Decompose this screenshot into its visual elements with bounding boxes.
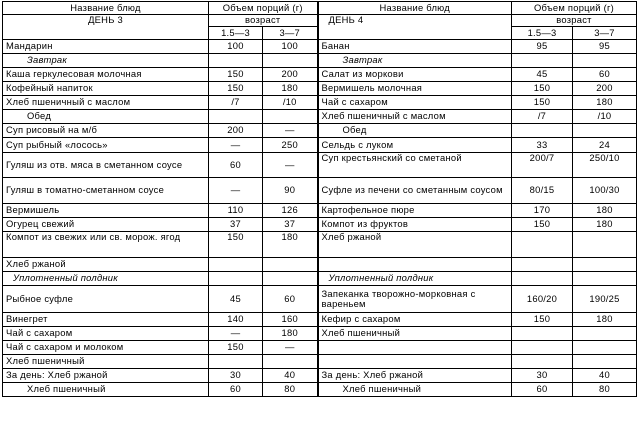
day-3-portion-age-1: 60 — [209, 383, 263, 397]
age-1-left: 1.5—3 — [209, 27, 263, 40]
day-3-portion-age-2 — [263, 355, 318, 369]
day-4-dish-name: Компот из фруктов — [318, 218, 512, 232]
day-3-portion-age-1: 45 — [209, 286, 263, 313]
day-4-dish-name: Запеканка творожно-морковная с вареньем — [318, 286, 512, 313]
day-4-portion-age-2: 40 — [573, 369, 637, 383]
day-3-dish-name: Рыбное суфле — [3, 286, 209, 313]
day-4-dish-name — [318, 341, 512, 355]
day-3-portion-age-1: 150 — [209, 68, 263, 82]
day-4-portion-age-1 — [512, 54, 573, 68]
age-label-right: возраст — [512, 15, 637, 27]
day-3-dish-name: Хлеб пшеничный — [3, 355, 209, 369]
day-4-portion-age-1 — [512, 124, 573, 138]
day-3-dish-name: Каша геркулесовая молочная — [3, 68, 209, 82]
day-4-portion-age-1: 45 — [512, 68, 573, 82]
day-3-dish-name: Хлеб пшеничный с маслом — [3, 96, 209, 110]
day-3-portion-age-1: 60 — [209, 153, 263, 178]
day-3-dish-name: Компот из свежих или св. мoрож. ягод — [3, 232, 209, 258]
day-4-portion-age-1 — [512, 341, 573, 355]
day-4-portion-age-2 — [573, 327, 637, 341]
day-3-portion-age-2: 40 — [263, 369, 318, 383]
day-3-portion-age-2 — [263, 258, 318, 272]
day-3-portion-age-1: 30 — [209, 369, 263, 383]
day-4-dish-name: Кефир с сахаром — [318, 313, 512, 327]
day-4-portion-age-2 — [573, 232, 637, 258]
day-3-portion-age-1 — [209, 110, 263, 124]
col-name-header-right: Название блюд — [318, 2, 512, 15]
menu-row — [3, 341, 637, 355]
day-3-portion-age-2: 250 — [263, 138, 318, 153]
day-4-portion-age-1: 150 — [512, 218, 573, 232]
menu-row — [3, 272, 637, 286]
day-4-portion-age-1 — [512, 232, 573, 258]
menu-row — [3, 178, 637, 204]
day-3-portion-age-1: 150 — [209, 341, 263, 355]
day-3-portion-age-1 — [209, 355, 263, 369]
day-4-portion-age-1: 150 — [512, 82, 573, 96]
day-3-portion-age-2: 160 — [263, 313, 318, 327]
menu-row — [3, 138, 637, 153]
day-3-portion-age-2: 60 — [263, 286, 318, 313]
day-3-portion-age-2: 180 — [263, 327, 318, 341]
header-row-1 — [3, 2, 637, 15]
menu-body — [3, 40, 637, 397]
day-3-portion-age-1 — [209, 54, 263, 68]
day-4-portion-age-1 — [512, 272, 573, 286]
day-3-dish-name: Чай с сахаром — [3, 327, 209, 341]
day-4-portion-age-1: /7 — [512, 110, 573, 124]
day-3-portion-age-1 — [209, 258, 263, 272]
day-4-dish-name: Банан — [318, 40, 512, 54]
menu-row — [3, 369, 637, 383]
day-4-label: ДЕНЬ 4 — [318, 15, 512, 40]
age-2-left: 3—7 — [263, 27, 318, 40]
day-3-portion-age-1: 200 — [209, 124, 263, 138]
age-label-left: возраст — [209, 15, 318, 27]
day-4-portion-age-2: 80 — [573, 383, 637, 397]
day-4-portion-age-2: 180 — [573, 96, 637, 110]
day-4-portion-age-2 — [573, 124, 637, 138]
day-3-portion-age-2: 180 — [263, 82, 318, 96]
day-4-dish-name: Обед — [318, 124, 512, 138]
day-3-dish-name: За день: Хлеб ржаной — [3, 369, 209, 383]
day-4-dish-name: Картофельное пюре — [318, 204, 512, 218]
day-3-dish-name: Винегрет — [3, 313, 209, 327]
day-3-portion-age-1: — — [209, 138, 263, 153]
menu-row — [3, 124, 637, 138]
day-4-portion-age-2: 250/10 — [573, 153, 637, 178]
day-4-portion-age-1: 150 — [512, 96, 573, 110]
day-3-portion-age-2: — — [263, 341, 318, 355]
menu-row — [3, 40, 637, 54]
day-4-portion-age-2 — [573, 54, 637, 68]
day-4-dish-name: Вермишель молочная — [318, 82, 512, 96]
day-4-portion-age-1: 150 — [512, 313, 573, 327]
day-3-dish-name: Суп рыбный «лосось» — [3, 138, 209, 153]
menu-row — [3, 54, 637, 68]
day-4-portion-age-1: 95 — [512, 40, 573, 54]
menu-row — [3, 232, 637, 258]
day-3-dish-name: Суп рисовый на м/б — [3, 124, 209, 138]
day-4-dish-name: Уплотненный полдник — [318, 272, 512, 286]
day-4-portion-age-1: 60 — [512, 383, 573, 397]
day-3-portion-age-1: /7 — [209, 96, 263, 110]
day-4-portion-age-1: 80/15 — [512, 178, 573, 204]
menu-row — [3, 313, 637, 327]
day-3-dish-name: Гуляш из отв. мяса в сметанном соусе — [3, 153, 209, 178]
day-4-portion-age-2: 60 — [573, 68, 637, 82]
col-name-header-left: Название блюд — [3, 2, 209, 15]
day-3-dish-name: Мандарин — [3, 40, 209, 54]
menu-row — [3, 258, 637, 272]
day-4-dish-name: Хлеб ржаной — [318, 232, 512, 258]
day-3-portion-age-1: 100 — [209, 40, 263, 54]
menu-table — [2, 1, 637, 397]
day-4-portion-age-2 — [573, 258, 637, 272]
day-4-dish-name: Салат из моркови — [318, 68, 512, 82]
menu-row — [3, 110, 637, 124]
day-3-dish-name: Хлеб пшеничный — [3, 383, 209, 397]
day-4-dish-name: Хлеб пшеничный — [318, 383, 512, 397]
age-1-right: 1.5—3 — [512, 27, 573, 40]
day-4-portion-age-2: 200 — [573, 82, 637, 96]
day-3-portion-age-1: 150 — [209, 82, 263, 96]
day-3-portion-age-1 — [209, 272, 263, 286]
day-4-dish-name: Хлеб пшеничный с маслом — [318, 110, 512, 124]
day-4-dish-name: Суфле из печени со сметанным соусом — [318, 178, 512, 204]
day-4-portion-age-2 — [573, 355, 637, 369]
day-3-portion-age-2: — — [263, 124, 318, 138]
menu-row — [3, 82, 637, 96]
day-4-dish-name — [318, 355, 512, 369]
menu-row — [3, 355, 637, 369]
day-3-label: ДЕНЬ 3 — [3, 15, 209, 40]
day-4-portion-age-2: 180 — [573, 313, 637, 327]
day-3-portion-age-2: /10 — [263, 96, 318, 110]
day-3-portion-age-1: 150 — [209, 232, 263, 258]
day-3-portion-age-2 — [263, 110, 318, 124]
day-4-portion-age-1 — [512, 327, 573, 341]
header-row-2 — [3, 15, 637, 27]
day-3-portion-age-1: 37 — [209, 218, 263, 232]
day-4-portion-age-1 — [512, 355, 573, 369]
menu-row — [3, 218, 637, 232]
day-4-portion-age-2 — [573, 341, 637, 355]
day-3-dish-name: Уплотненный полдник — [3, 272, 209, 286]
day-3-dish-name: Гуляш в томатно-сметанном соусе — [3, 178, 209, 204]
day-3-portion-age-2: 180 — [263, 232, 318, 258]
menu-row — [3, 68, 637, 82]
day-3-dish-name: Кофейный напиток — [3, 82, 209, 96]
age-2-right: 3—7 — [573, 27, 637, 40]
day-4-dish-name: За день: Хлеб ржаной — [318, 369, 512, 383]
day-3-dish-name: Огурец свежий — [3, 218, 209, 232]
day-3-dish-name: Хлеб ржаной — [3, 258, 209, 272]
day-3-portion-age-1: 140 — [209, 313, 263, 327]
day-3-dish-name: Обед — [3, 110, 209, 124]
day-4-portion-age-1: 200/7 — [512, 153, 573, 178]
day-3-portion-age-2: — — [263, 153, 318, 178]
menu-row — [3, 153, 637, 178]
day-3-portion-age-2: 126 — [263, 204, 318, 218]
day-3-portion-age-2: 37 — [263, 218, 318, 232]
day-4-portion-age-2: /10 — [573, 110, 637, 124]
col-portion-header-left: Объем порций (г) — [209, 2, 318, 15]
day-4-dish-name: Сельдь с луком — [318, 138, 512, 153]
day-3-portion-age-1: 110 — [209, 204, 263, 218]
day-4-dish-name: Завтрак — [318, 54, 512, 68]
menu-row — [3, 96, 637, 110]
day-3-portion-age-2: 90 — [263, 178, 318, 204]
day-3-portion-age-2: 80 — [263, 383, 318, 397]
day-3-portion-age-2: 100 — [263, 40, 318, 54]
col-portion-header-right: Объем порций (г) — [512, 2, 637, 15]
day-3-dish-name: Вермишель — [3, 204, 209, 218]
day-4-portion-age-2: 180 — [573, 204, 637, 218]
day-3-portion-age-1: — — [209, 178, 263, 204]
day-3-portion-age-2 — [263, 54, 318, 68]
day-4-portion-age-1: 170 — [512, 204, 573, 218]
day-4-dish-name: Чай с сахаром — [318, 96, 512, 110]
day-4-portion-age-2: 190/25 — [573, 286, 637, 313]
day-3-portion-age-2: 200 — [263, 68, 318, 82]
day-4-portion-age-1: 33 — [512, 138, 573, 153]
menu-row — [3, 327, 637, 341]
day-4-portion-age-2: 100/30 — [573, 178, 637, 204]
day-4-portion-age-2: 24 — [573, 138, 637, 153]
day-4-portion-age-1: 30 — [512, 369, 573, 383]
menu-row — [3, 286, 637, 313]
day-4-dish-name — [318, 258, 512, 272]
day-4-dish-name: Хлеб пшеничный — [318, 327, 512, 341]
day-4-portion-age-2: 180 — [573, 218, 637, 232]
day-3-dish-name: Завтрак — [3, 54, 209, 68]
day-3-portion-age-1: — — [209, 327, 263, 341]
day-3-dish-name: Чай с сахаром и молоком — [3, 341, 209, 355]
menu-row — [3, 383, 637, 397]
day-4-portion-age-1: 160/20 — [512, 286, 573, 313]
day-4-dish-name: Суп крестьянский со сметаной — [318, 153, 512, 178]
day-4-portion-age-2 — [573, 272, 637, 286]
day-4-portion-age-2: 95 — [573, 40, 637, 54]
day-4-portion-age-1 — [512, 258, 573, 272]
day-3-portion-age-2 — [263, 272, 318, 286]
menu-row — [3, 204, 637, 218]
